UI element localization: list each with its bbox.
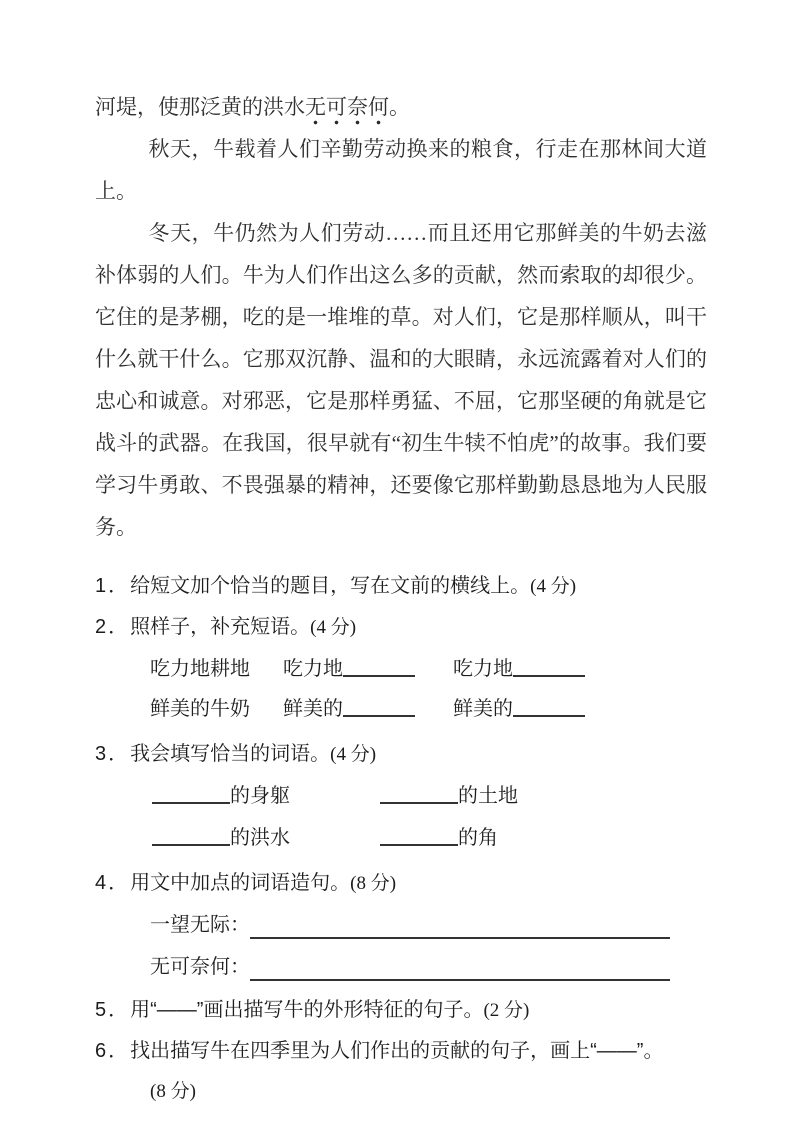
question-3-score: (4 分) <box>330 744 377 765</box>
fill-in-cell <box>150 650 283 688</box>
question-5-text: 用“——”画出描写牛的外形特征的句子。 <box>130 999 484 1021</box>
cell-text: 鲜美的 <box>453 698 513 720</box>
cell-text: 吃力地 <box>453 658 513 680</box>
fill-in-cell <box>152 775 380 817</box>
fill-in-row <box>150 690 707 728</box>
cell-text: 的土地 <box>458 785 518 807</box>
passage <box>95 86 707 548</box>
question-4-score: (8 分) <box>350 873 397 894</box>
emphasized-word: 无可奈何 <box>305 95 389 125</box>
question-4-number: 4． <box>95 872 131 894</box>
fill-in-cell <box>453 650 623 688</box>
cell-text: 吃力地 <box>283 658 343 680</box>
sentence-label: 无可奈何： <box>150 956 250 978</box>
blank-line <box>343 658 415 677</box>
fill-in-row <box>150 650 707 688</box>
fill-in-cell <box>380 817 608 859</box>
question-5 <box>95 990 707 1031</box>
cell-text: 的身躯 <box>230 785 290 807</box>
question-3-text: 我会填写恰当的词语。 <box>130 743 331 765</box>
blank-line <box>380 827 458 846</box>
sentence-line <box>150 904 670 946</box>
fill-in-cell <box>380 775 608 817</box>
question-2-rows <box>95 650 707 728</box>
question-3-rows <box>95 775 707 859</box>
fill-in-cell <box>152 817 380 859</box>
fill-in-cell <box>150 690 283 728</box>
question-2-text: 照样子，补充短语。 <box>130 616 311 638</box>
passage-text: 冬天，牛仍然为人们劳动……而且还用它那鲜美的牛奶去滋补体弱的人们。牛为人们作出这么多的贡献，然而索取的却很少。它住的是茅棚，吃的是一堆堆的草。对人们，它是那样顺从，叫干什么就干什么。它那双沉静、温和的大眼睛，永远流露着对人们的忠心和诚意。对邪恶，它是那样勇猛、不屈，它那坚硬的角就是它战斗的武器。在我国，很早就有“初生牛犊不怕虎”的故事。我们要学习牛勇敢、不畏强暴的精神，还要像它那样勤勤恳恳地为人民服务。 <box>95 221 707 539</box>
question-1 <box>95 566 707 607</box>
fill-in-row <box>152 775 707 817</box>
cell-text: 鲜美的牛奶 <box>150 698 250 720</box>
question-3 <box>95 734 707 775</box>
question-1-number: 1． <box>95 575 131 597</box>
question-1-text: 给短文加个恰当的题目，写在文前的横线上。 <box>130 575 531 597</box>
question-4 <box>95 863 707 904</box>
passage-text: 秋天，牛载着人们辛勤劳动换来的粮食，行走在那林间大道上。 <box>95 137 707 203</box>
cell-text: 的洪水 <box>230 827 290 849</box>
question-5-score: (2 分) <box>483 1000 530 1021</box>
passage-paragraph <box>95 212 707 548</box>
question-2-score: (4 分) <box>310 617 357 638</box>
question-6-number: 6． <box>95 1040 131 1062</box>
fill-in-cell <box>453 690 623 728</box>
blank-line <box>513 658 585 677</box>
question-2 <box>95 607 707 648</box>
blank-line <box>513 698 585 717</box>
question-4-lines <box>95 904 707 988</box>
question-6-score: (8 分) <box>150 1081 196 1102</box>
sentence-label: 一望无际： <box>150 914 250 936</box>
cell-text: 吃力地耕地 <box>150 658 250 680</box>
question-3-number: 3． <box>95 743 131 765</box>
blank-line <box>152 827 230 846</box>
blank-line <box>343 698 415 717</box>
fill-in-cell <box>283 690 453 728</box>
passage-text: 河堤，使那泛黄的洪水 <box>95 95 305 119</box>
passage-paragraph <box>95 86 707 128</box>
blank-line <box>380 785 458 804</box>
passage-paragraph <box>95 128 707 212</box>
blank-line <box>152 785 230 804</box>
fill-in-row <box>152 817 707 859</box>
cell-text: 鲜美的 <box>283 698 343 720</box>
blank-line <box>250 946 670 981</box>
question-4-text: 用文中加点的词语造句。 <box>130 872 351 894</box>
questions-section <box>95 566 707 1113</box>
fill-in-cell <box>283 650 453 688</box>
question-1-score: (4 分) <box>530 576 577 597</box>
blank-line <box>250 904 670 939</box>
question-6 <box>95 1031 707 1071</box>
question-2-number: 2． <box>95 616 131 638</box>
question-5-number: 5． <box>95 999 131 1021</box>
sentence-line <box>150 946 670 988</box>
cell-text: 的角 <box>458 827 498 849</box>
question-6-text: 找出描写牛在四季里为人们作出的贡献的句子，画上“——”。 <box>130 1040 664 1062</box>
passage-text: 。 <box>389 95 410 119</box>
